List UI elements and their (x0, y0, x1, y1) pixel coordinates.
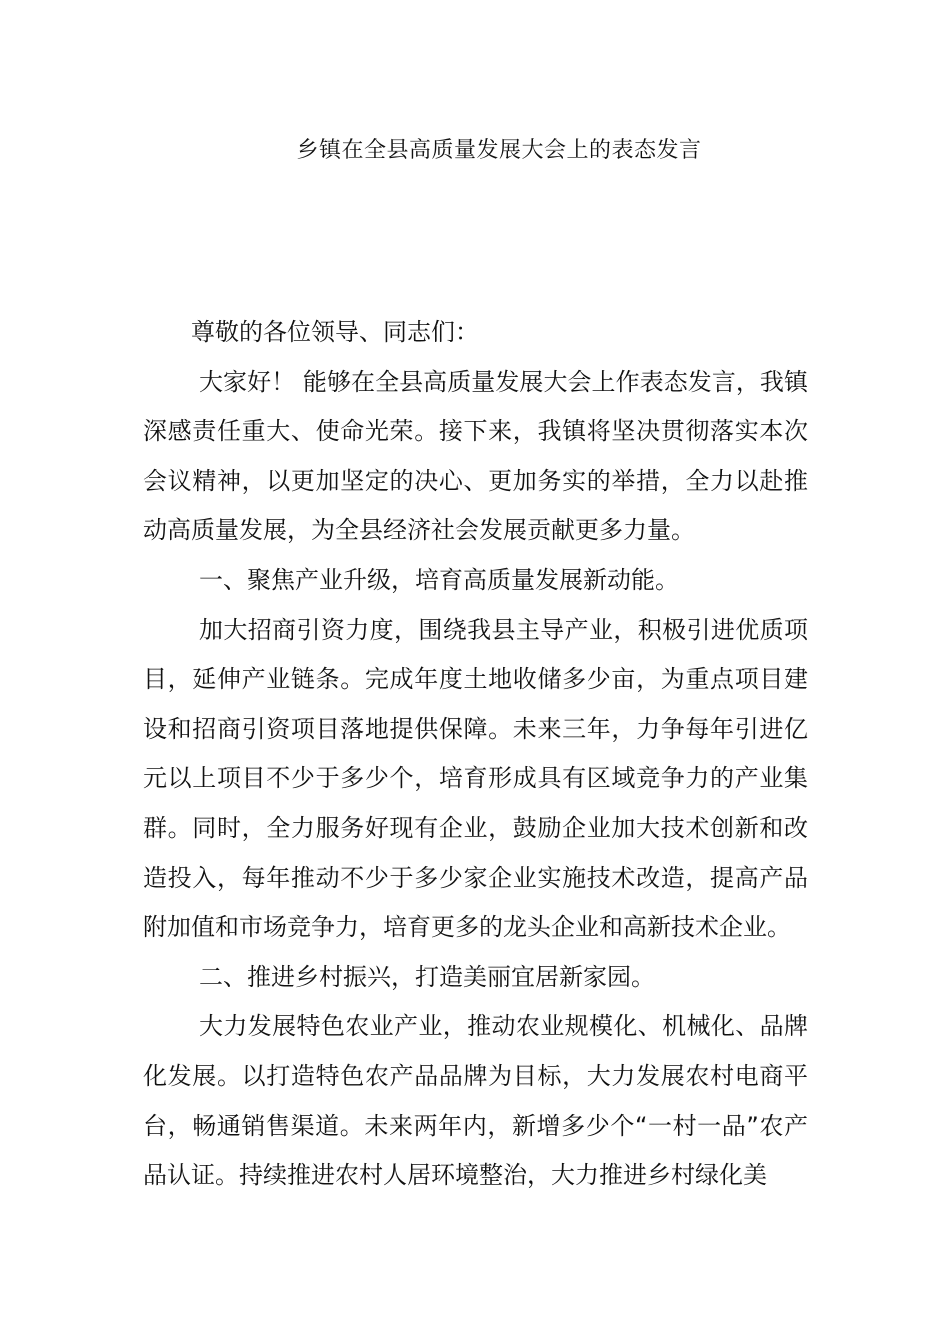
paragraph-industry: 加大招商引资力度，围绕我县主导产业，积极引进优质项目，延伸产业链条。完成年度土地收储多少亩，为重点项目建设和招商引资项目落地提供保障。未来三年，力争每年引进亿元以上项目不少于多少个，培育形成具有区域竞争力的产业集群。同时，全力服务好现有企业，鼓励企业加大技术创新和改造投入，每年推动不少于多少家企业实施技术改造，提高产品附加值和市场竞争力，培育更多的龙头企业和高新技术企业。 (143, 615, 808, 942)
salutation: 尊敬的各位领导、同志们： (191, 318, 479, 346)
paragraph-intro: 大家好！ 能够在全县高质量发展大会上作表态发言，我镇深感责任重大、使命光荣。接下来，我镇将坚决贯彻落实本次会议精神，以更加坚定的决心、更加务实的举措，全力以赴推动高质量发展，为全县经济社会发展贡献更多力量。 (143, 367, 808, 545)
document-body (143, 308, 808, 1201)
section-heading-2: 二、推进乡村振兴，打造美丽宜居新家园。 (199, 962, 655, 991)
document-title: 乡镇在全县高质量发展大会上的表态发言 (296, 138, 702, 163)
section-heading-1: 一、聚焦产业升级，培育高质量发展新动能。 (199, 565, 679, 594)
paragraph-rural: 大力发展特色农业产业，推动农业规模化、机械化、品牌化发展。以打造特色农产品品牌为目标，大力发展农村电商平台，畅通销售渠道。未来两年内，新增多少个“一村一品”农产品认证。持续推进农村人居环境整治，大力推进乡村绿化美 (143, 1012, 808, 1190)
